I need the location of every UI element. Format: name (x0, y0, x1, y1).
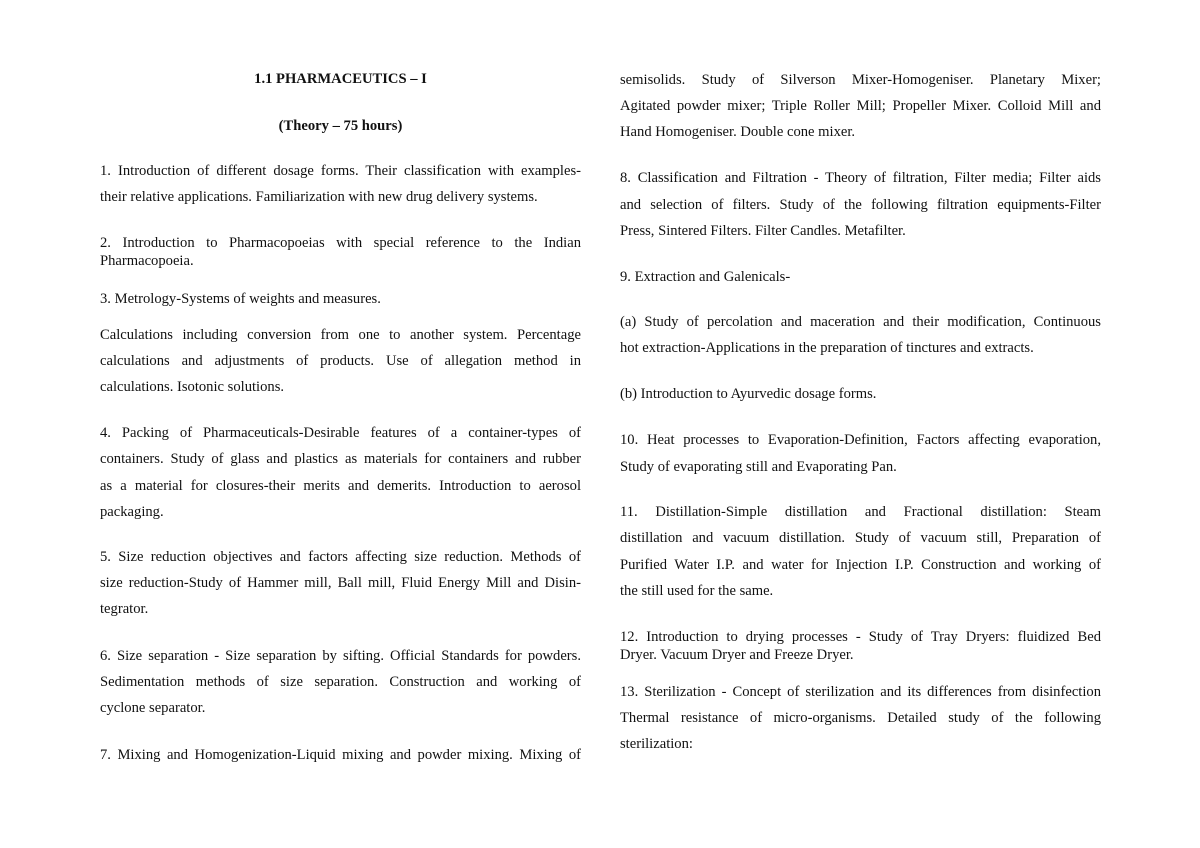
text-line: and selection of filters. Study of the following filtration equipments-Filter (620, 197, 1101, 213)
text-line: calculations. Isotonic solutions. (100, 379, 285, 395)
text-line: 6. Size separation - Size separation by sifting. Official Standards for powders. (100, 648, 581, 664)
text-line: packaging. (100, 504, 164, 520)
text-line: Purified Water I.P. and water for Injection I.P. Construction and working of (620, 557, 1101, 573)
text-line: size reduction-Study of Hammer mill, Ball mill, Fluid Energy Mill and Disin- (100, 575, 581, 591)
text-line: 9. Extraction and Galenicals- (620, 269, 791, 285)
text-line: 3. Metrology-Systems of weights and measures. (100, 291, 381, 307)
page-subtitle: (Theory – 75 hours) (278, 118, 403, 134)
text-line: 7. Mixing and Homogenization-Liquid mixing and powder mixing. Mixing of (100, 747, 581, 763)
text-line: as a material for closures-their merits and demerits. Introduction to aerosol (100, 478, 581, 494)
text-line: 2. Introduction to Pharmacopoeias with special reference to the Indian (100, 235, 581, 251)
text-line: 11. Distillation-Simple distillation and Fractional distillation: Steam (620, 504, 1101, 520)
text-line: Hand Homogeniser. Double cone mixer. (620, 124, 856, 140)
text-line: Dryer. Vacuum Dryer and Freeze Dryer. (620, 647, 854, 663)
text-line: calculations and adjustments of products. Use of allegation method in (100, 353, 581, 369)
text-line: the still used for the same. (620, 583, 774, 599)
text-line: semisolids. Study of Silverson Mixer-Homogeniser. Planetary Mixer; (620, 72, 1101, 88)
text-line: 10. Heat processes to Evaporation-Definition, Factors affecting evaporation, (620, 432, 1101, 448)
text-line: 5. Size reduction objectives and factors affecting size reduction. Methods of (100, 549, 581, 565)
text-line: 1. Introduction of different dosage forms. Their classification with examples- (100, 163, 581, 179)
text-line: Thermal resistance of micro-organisms. Detailed study of the following (620, 710, 1101, 726)
text-line: their relative applications. Familiarization with new drug delivery systems. (100, 189, 538, 205)
text-line: 13. Sterilization - Concept of sterilization and its differences from disinfection (620, 684, 1101, 700)
text-line: 8. Classification and Filtration - Theory of filtration, Filter media; Filter aids (620, 170, 1101, 186)
text-line: 4. Packing of Pharmaceuticals-Desirable features of a container-types of (100, 425, 581, 441)
page-title: 1.1 PHARMACEUTICS – I (254, 71, 427, 87)
text-line: sterilization: (620, 736, 693, 752)
text-line: Pharmacopoeia. (100, 253, 194, 269)
text-line: containers. Study of glass and plastics as materials for containers and rubber (100, 451, 581, 467)
text-line: Agitated powder mixer; Triple Roller Mill; Propeller Mixer. Colloid Mill and (620, 98, 1101, 114)
text-line: tegrator. (100, 601, 149, 617)
text-line: distillation and vacuum distillation. Study of vacuum still, Preparation of (620, 530, 1101, 546)
text-line: Sedimentation methods of size separation. Construction and working of (100, 674, 581, 690)
text-line: Press, Sintered Filters. Filter Candles. Metafilter. (620, 223, 906, 239)
text-line: hot extraction-Applications in the preparation of tinctures and extracts. (620, 340, 1034, 356)
text-line: Study of evaporating still and Evaporating Pan. (620, 459, 897, 475)
text-line: (b) Introduction to Ayurvedic dosage forms. (620, 386, 877, 402)
text-line: cyclone separator. (100, 700, 206, 716)
text-line: Calculations including conversion from one to another system. Percentage (100, 327, 581, 343)
text-line: 12. Introduction to drying processes - Study of Tray Dryers: fluidized Bed (620, 629, 1101, 645)
text-line: (a) Study of percolation and maceration and their modification, Continuous (620, 314, 1101, 330)
